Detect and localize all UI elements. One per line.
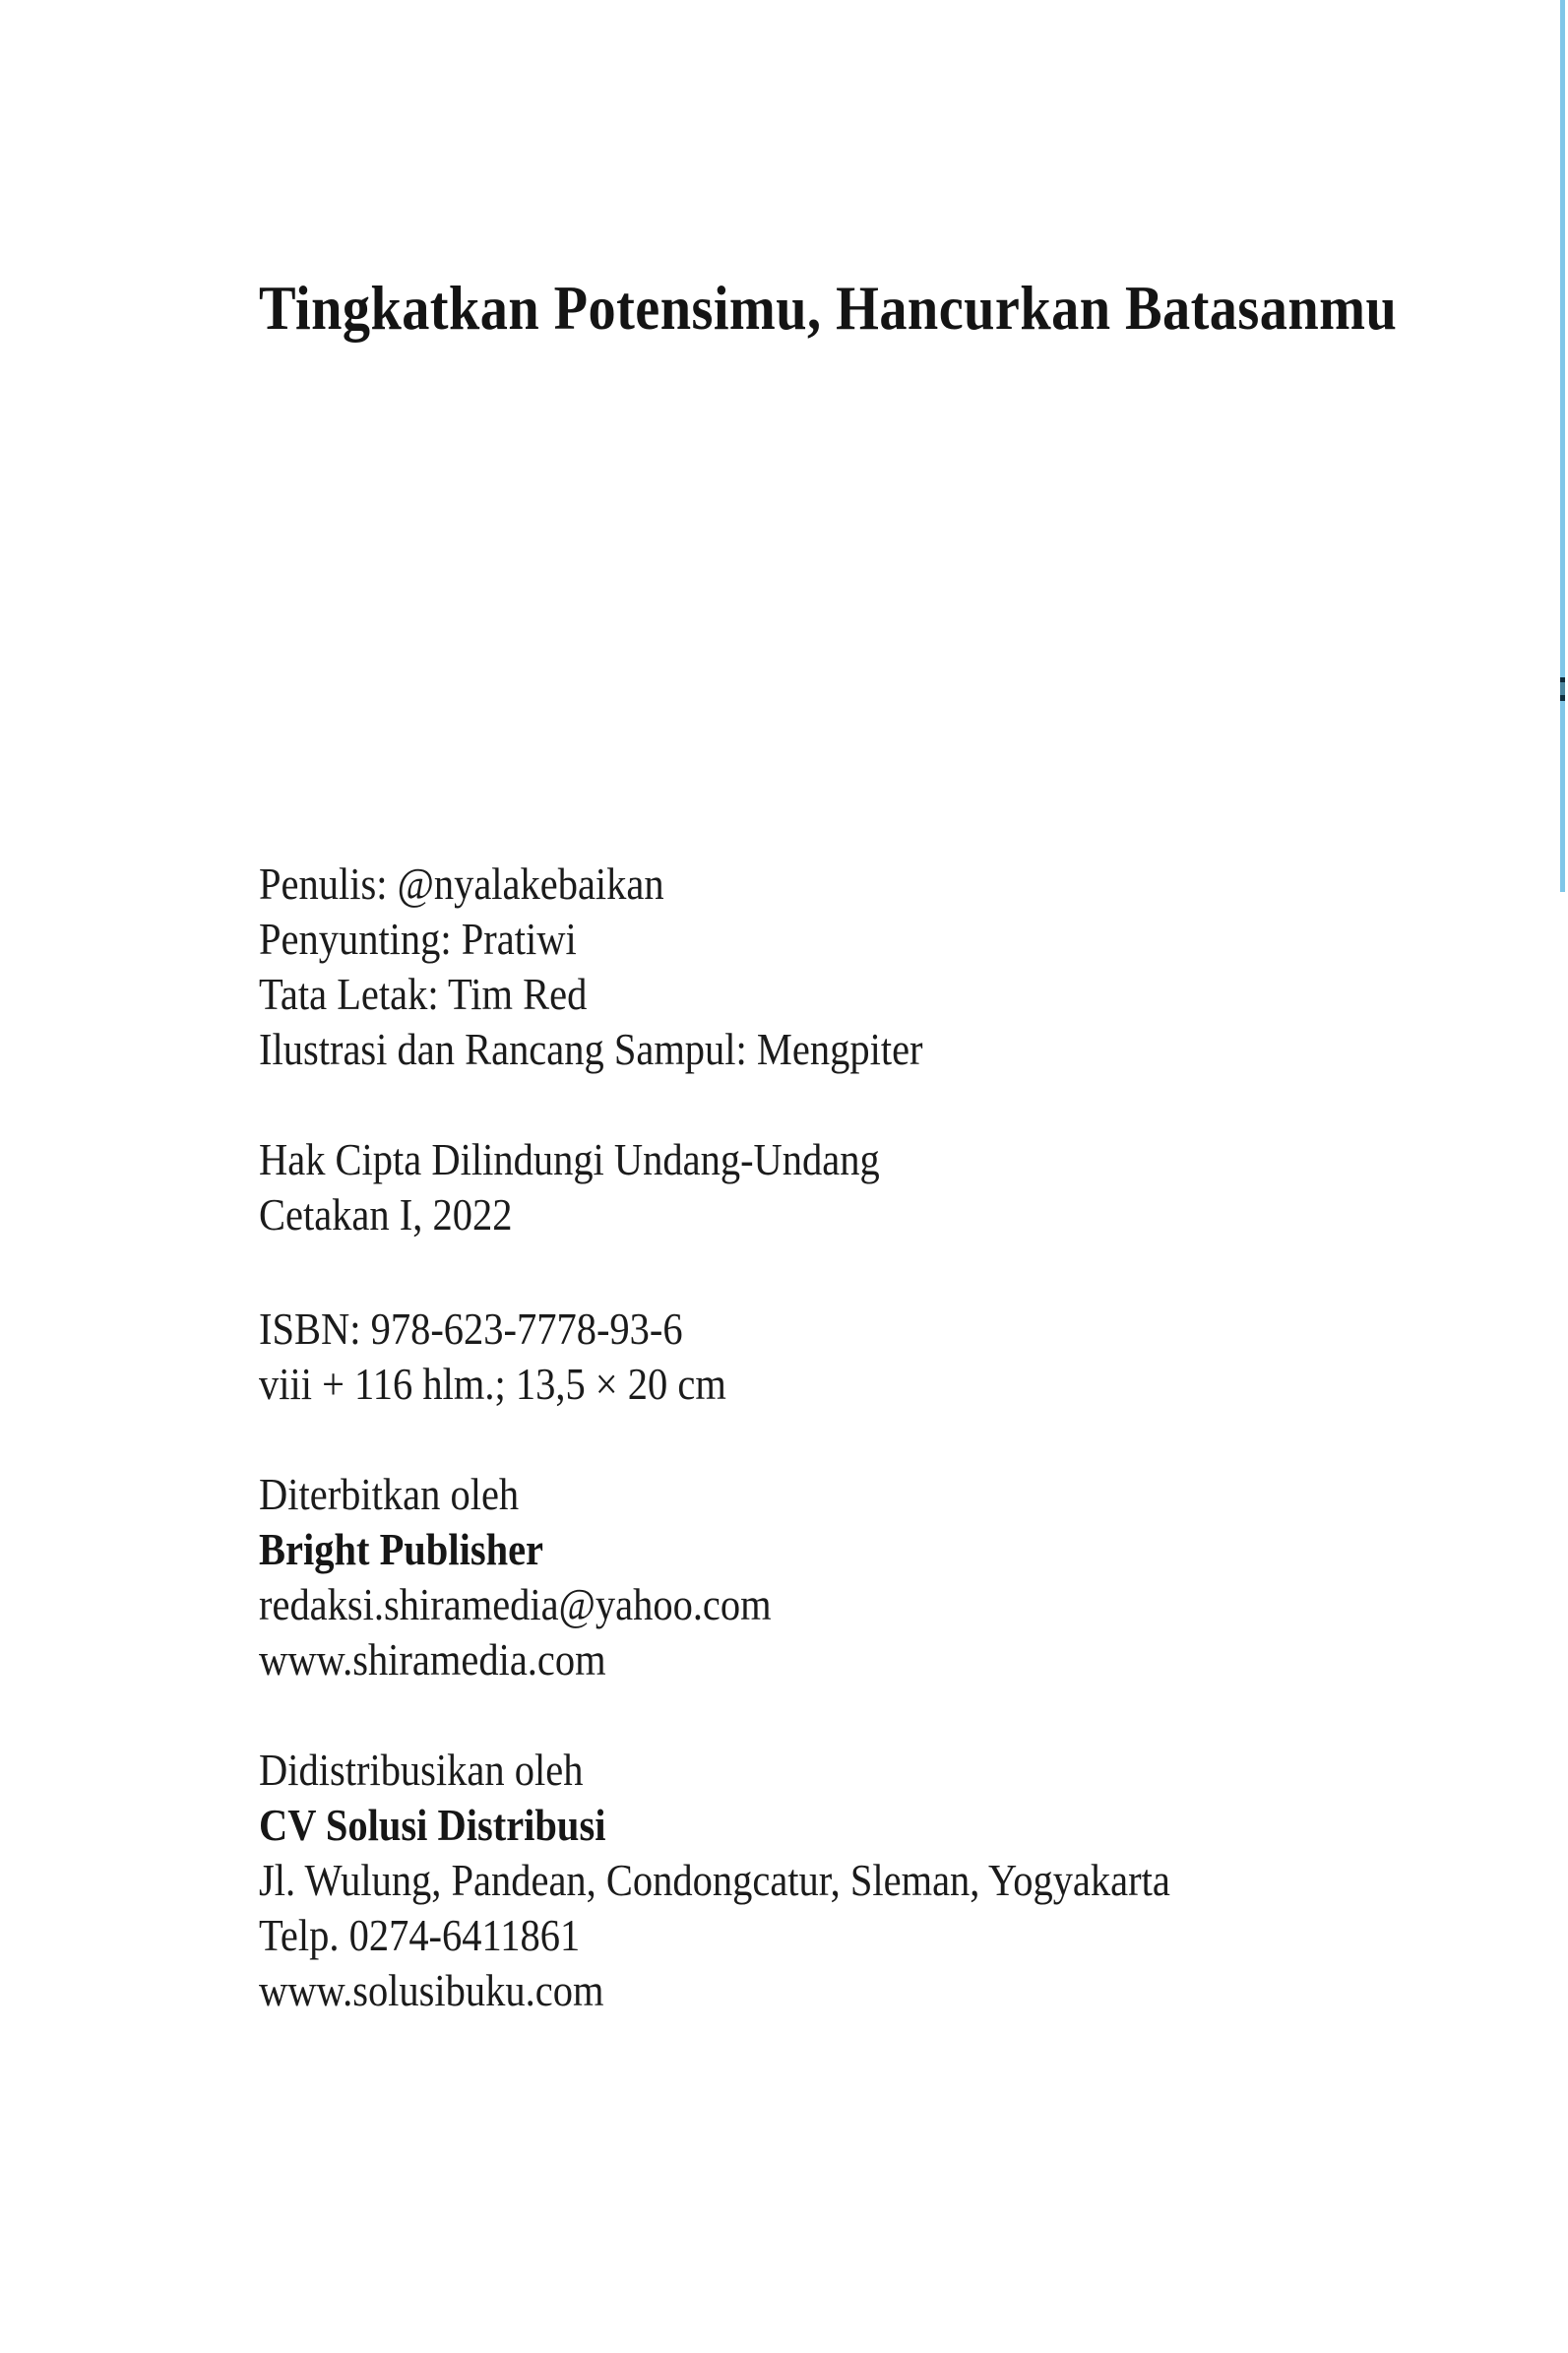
distributor-block <box>259 1743 1170 2018</box>
collation-line: viii + 116 hlm.; 13,5 × 20 cm <box>259 1359 726 1409</box>
page-edge-accent <box>1560 0 1565 892</box>
editor-line: Penyunting: Pratiwi <box>259 914 577 964</box>
edition-info-block <box>259 1302 726 1412</box>
publisher-name: Bright Publisher <box>259 1524 544 1574</box>
illustration-line: Ilustrasi dan Rancang Sampul: Mengpiter <box>259 1024 923 1074</box>
distributor-name: CV Solusi Distribusi <box>259 1800 606 1850</box>
author-line: Penulis: @nyalakebaikan <box>259 859 664 909</box>
copyright-line: Hak Cipta Dilindungi Undang-Undang <box>259 1134 880 1184</box>
imprint-content <box>259 0 1398 2353</box>
publisher-website: www.shiramedia.com <box>259 1634 606 1685</box>
book-title: Tingkatkan Potensimu, Hancurkan Batasanmu <box>259 273 1398 343</box>
isbn-line: ISBN: 978-623-7778-93-6 <box>259 1304 683 1354</box>
distributor-website: www.solusibuku.com <box>259 1965 604 2015</box>
distributor-intro: Didistribusikan oleh <box>259 1745 584 1795</box>
layout-line: Tata Letak: Tim Red <box>259 969 588 1019</box>
distributor-phone: Telp. 0274-6411861 <box>259 1910 581 1960</box>
publisher-email: redaksi.shiramedia@yahoo.com <box>259 1579 772 1629</box>
credits-block <box>259 857 923 1077</box>
publisher-intro: Diterbitkan oleh <box>259 1469 520 1519</box>
publisher-block <box>259 1467 772 1687</box>
edge-artifact-mark <box>1560 677 1565 701</box>
distributor-address: Jl. Wulung, Pandean, Condongcatur, Sleman, Yogyakarta <box>259 1855 1170 1905</box>
copyright-block <box>259 1132 880 1242</box>
edition-line: Cetakan I, 2022 <box>259 1189 513 1240</box>
